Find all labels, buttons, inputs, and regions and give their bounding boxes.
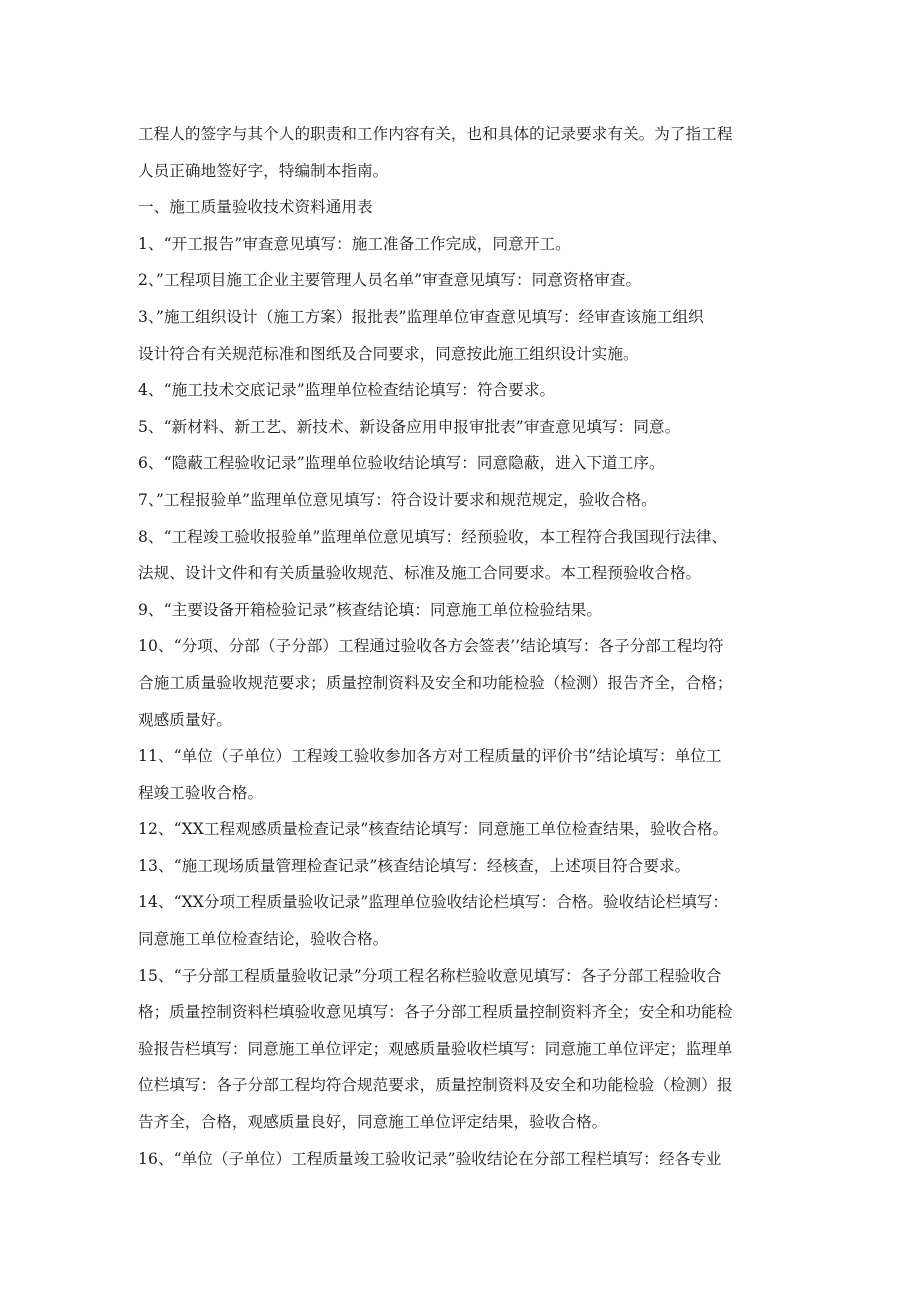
text-line: 3、”施工组织设计（施工方案）报批表”监理单位审查意见填写：经审查该施工组织 xyxy=(138,307,704,326)
text-line: 8、“工程竣工验收报验单”监理单位意见填写：经预验收，本工程符合我国现行法律、 xyxy=(138,527,728,546)
text-line: 位栏填写：各子分部工程均符合规范要求，质量控制资料及安全和功能检验（检测）报 xyxy=(138,1076,733,1095)
text-line: 1、“开工报告”审查意见填写：施工准备工作完成，同意开工。 xyxy=(138,234,571,253)
text-line: 工程人的签字与其个人的职责和工作内容有关，也和具体的记录要求有关。为了指工程 xyxy=(138,125,733,143)
text-line: 观感质量好。 xyxy=(138,710,232,729)
text-line: 验报告栏填写：同意施工单位评定；观感质量验收栏填写：同意施工单位评定；监理单 xyxy=(138,1039,733,1058)
text-line: 设计符合有关规范标准和图纸及合同要求，同意按此施工组织设计实施。 xyxy=(138,344,639,363)
text-line: 5、“新材料、新工艺、新技术、新设备应用申报审批表”审查意见填写：同意。 xyxy=(138,417,681,436)
text-line: 2、”工程项目施工企业主要管理人员名单”审查意见填写：同意资格审查。 xyxy=(138,271,642,290)
text-line: 法规、设计文件和有关质量验收规范、标准及施工合同要求。本工程预验收合格。 xyxy=(138,564,702,583)
text-line: 11、“单位（子单位）工程竣工验收参加各方对工程质量的评价书”结论填写：单位工 xyxy=(138,747,722,766)
text-line: 6、“隐蔽工程验收记录”监理单位验收结论填写：同意隐蔽，进入下道工序。 xyxy=(138,454,665,473)
text-line: 7、”工程报验单”监理单位意见填写：符合设计要求和规范规定，验收合格。 xyxy=(138,490,657,509)
text-line: 程竣工验收合格。 xyxy=(138,783,264,802)
text-line: 15、“子分部工程质量验收记录”分项工程名称栏验收意见填写：各子分部工程验收合 xyxy=(138,966,722,985)
text-line: 16、“单位（子单位）工程质量竣工验收记录”验收结论在分部工程栏填写：经各专业 xyxy=(138,1149,722,1168)
text-line: 13、“施工现场质量管理检查记录”核查结论填写：经核查，上述项目符合要求。 xyxy=(138,856,691,875)
text-line: 10、“分项、分部（子分部）工程通过验收各方会签表’’结论填写：各子分部工程均符 xyxy=(138,637,724,656)
text-line: 14、“XX分项工程质量验收记录”监理单位验收结论栏填写：合格。验收结论栏填写： xyxy=(138,893,729,912)
document-body xyxy=(138,116,798,1177)
text-line: 格；质量控制资料栏填验收意见填写：各子分部工程质量控制资料齐全；安全和功能检 xyxy=(138,1003,733,1022)
text-line: 告齐全，合格，观感质量良好，同意施工单位评定结果，验收合格。 xyxy=(138,1113,608,1132)
text-line: 4、“施工技术交底记录”监理单位检查结论填写：符合要求。 xyxy=(138,381,556,400)
text-line: 同意施工单位检查结论，验收合格。 xyxy=(138,930,389,949)
text-line: 合施工质量验收规范要求；质量控制资料及安全和功能检验（检测）报告齐全，合格； xyxy=(138,673,733,692)
text-line: 12、“XX工程观感质量检查记录”核查结论填写：同意施工单位检查结果，验收合格。 xyxy=(138,820,729,839)
text-line: 人员正确地签好字，特编制本指南。 xyxy=(138,161,389,180)
section-heading: 一、施工质量验收技术资料通用表 xyxy=(138,198,373,217)
text-line: 9、“主要设备开箱检验记录”核查结论填：同意施工单位检验结果。 xyxy=(138,600,603,619)
